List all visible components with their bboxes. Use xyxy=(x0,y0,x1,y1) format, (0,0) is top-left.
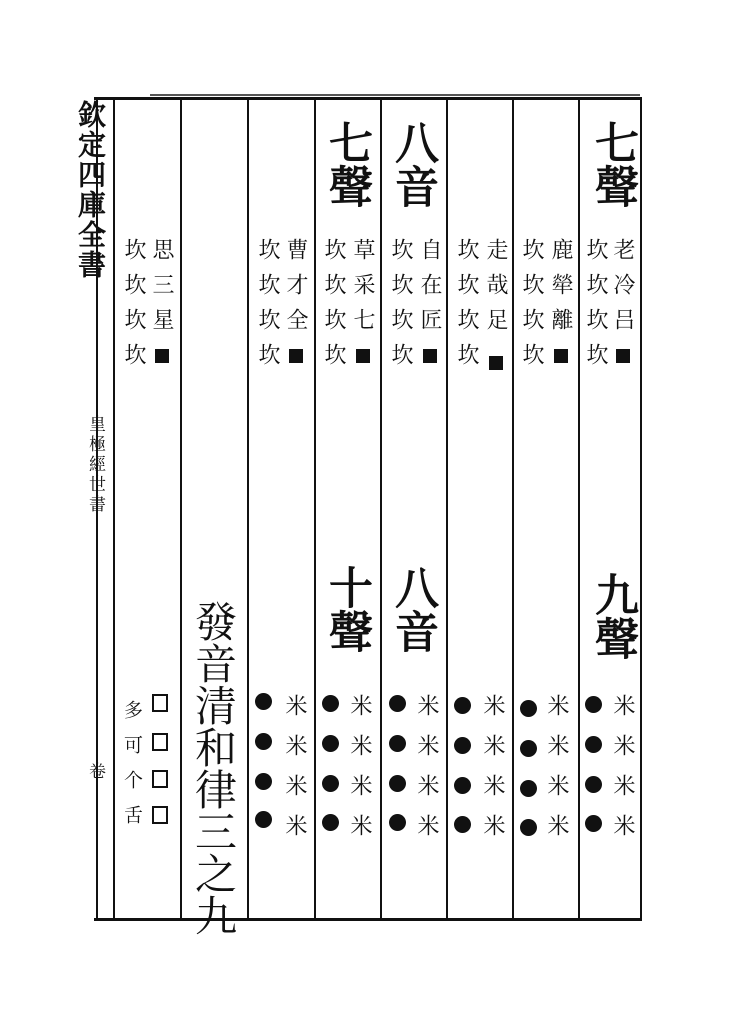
char-column: 走哉足 xyxy=(483,238,508,343)
empty-square-mark xyxy=(152,806,168,824)
filled-dot xyxy=(255,693,272,710)
filled-square-mark xyxy=(155,349,169,363)
outer-left-border xyxy=(113,97,115,920)
filled-square-mark xyxy=(356,349,370,363)
column-divider xyxy=(512,97,514,920)
filled-dot xyxy=(585,736,602,753)
filled-dot xyxy=(389,814,406,831)
char-column: 坎坎坎坎 xyxy=(583,238,608,378)
top-border xyxy=(94,97,642,100)
heading-shi-sheng: 十聲 xyxy=(321,565,372,653)
column-divider xyxy=(446,97,448,920)
char-column: 坎坎坎坎 xyxy=(519,238,544,378)
heading-qi-sheng-left: 七聲 xyxy=(321,120,372,208)
char-column: 草采七 xyxy=(350,238,375,343)
filled-dot xyxy=(255,773,272,790)
filled-dot xyxy=(322,695,339,712)
filled-dot xyxy=(520,700,537,717)
filled-dot xyxy=(585,696,602,713)
char-column: 坎坎坎坎 xyxy=(321,238,346,378)
filled-square-mark xyxy=(554,349,568,363)
column-divider xyxy=(180,97,182,920)
column-divider xyxy=(314,97,316,920)
filled-square-mark xyxy=(423,349,437,363)
filled-square-mark xyxy=(289,349,303,363)
heading-qi-sheng-right: 七聲 xyxy=(587,120,638,208)
filled-dot xyxy=(454,777,471,794)
char-column: 曹才全 xyxy=(283,238,308,343)
char-column: 自在匠 xyxy=(417,238,442,343)
margin-title: 欽定四庫全書 xyxy=(74,100,107,280)
margin-page-label: 卷 xyxy=(85,762,105,779)
section-title: 發音清和律三之九 xyxy=(189,600,238,936)
char-column: 米米米米 xyxy=(480,694,505,854)
bottom-border xyxy=(94,918,642,921)
char-column: 多可个舌 xyxy=(121,700,143,840)
empty-square-mark xyxy=(152,770,168,788)
char-column: 坎坎坎坎 xyxy=(454,238,479,378)
char-column: 米米米米 xyxy=(414,694,439,854)
filled-dot xyxy=(585,815,602,832)
filled-square-mark xyxy=(616,349,630,363)
filled-dot xyxy=(520,740,537,757)
filled-dot xyxy=(454,697,471,714)
char-column: 老冷吕 xyxy=(610,238,635,343)
char-column: 坎坎坎坎 xyxy=(121,238,146,378)
filled-dot xyxy=(585,776,602,793)
filled-square-mark xyxy=(489,356,503,370)
filled-dot xyxy=(322,775,339,792)
filled-dot xyxy=(520,819,537,836)
char-column: 鹿犖離 xyxy=(548,238,573,343)
margin-book-title: 皇極經世書 xyxy=(85,415,105,515)
column-divider xyxy=(380,97,382,920)
filled-dot xyxy=(389,695,406,712)
empty-square-mark xyxy=(152,694,168,712)
empty-square-mark xyxy=(152,733,168,751)
filled-dot xyxy=(454,816,471,833)
filled-dot xyxy=(322,814,339,831)
filled-dot xyxy=(255,733,272,750)
filled-dot xyxy=(454,737,471,754)
char-column: 米米米米 xyxy=(610,694,635,854)
filled-dot xyxy=(389,735,406,752)
column-divider xyxy=(578,97,580,920)
filled-dot xyxy=(520,780,537,797)
char-column: 米米米米 xyxy=(347,694,372,854)
heading-ba-yin-top: 八音 xyxy=(387,120,438,208)
outer-right-border xyxy=(640,97,642,920)
top-scan-line xyxy=(150,94,640,96)
char-column: 米米米米 xyxy=(544,694,569,854)
filled-dot xyxy=(322,735,339,752)
heading-ba-yin-bottom: 八音 xyxy=(387,565,438,653)
char-column: 米米米米 xyxy=(282,694,307,854)
heading-jiu-sheng: 九聲 xyxy=(587,572,638,660)
char-column: 坎坎坎坎 xyxy=(255,238,280,378)
char-column: 思三星 xyxy=(149,238,174,343)
column-divider xyxy=(247,97,249,920)
filled-dot xyxy=(255,811,272,828)
char-column: 坎坎坎坎 xyxy=(388,238,413,378)
filled-dot xyxy=(389,775,406,792)
